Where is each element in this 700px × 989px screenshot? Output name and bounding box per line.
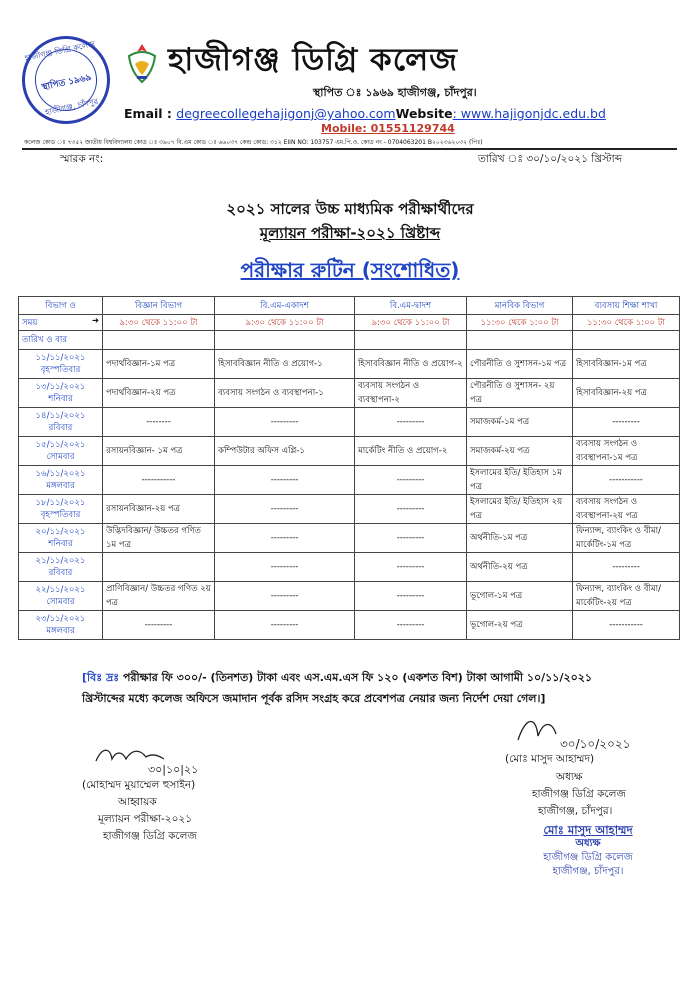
row-day: সোমবার <box>46 452 75 462</box>
principal-college: হাজীগঞ্জ ডিগ্রি কলেজ <box>532 788 626 800</box>
row-day: বৃহস্পতিবার <box>40 510 81 520</box>
convener-sign-date: ৩০|১০|২১ <box>148 763 199 776</box>
row-day: শনিবার <box>48 394 73 404</box>
row-date: ২২/১১/২০২১ <box>35 585 86 595</box>
row-date: ১৪/১১/২০২১ <box>35 411 86 421</box>
table-row <box>19 582 680 611</box>
established-line: স্থাপিত ঃ ১৯৬৯ হাজীগঞ্জ, চাঁদপুর। <box>313 86 477 99</box>
table-row <box>19 524 680 553</box>
exam-routine-table <box>18 296 680 640</box>
logo-caption <box>116 90 172 96</box>
subject-cell: --------- <box>215 408 355 437</box>
subject-cell: --------- <box>573 553 680 582</box>
column-header: মানবিক বিভাগ <box>467 297 573 315</box>
subject-cell: --------- <box>355 611 467 640</box>
stamp-place: হাজীগঞ্জ, চাঁদপুর। <box>552 866 624 877</box>
convener-name: (মোহাম্মদ মুয়াম্মেল হুসাইন) <box>82 779 196 791</box>
table-header-row <box>19 297 680 315</box>
time-cell: ১১:৩০ থেকে ১:০০ টা <box>467 315 573 331</box>
row-date: ২১/১১/২০২১ <box>35 556 86 566</box>
subject-cell: রসায়নবিজ্ঞান- ১ম পত্র <box>103 437 215 466</box>
subject-cell: ব্যবসায় সংগঠন ও ব্যবস্থাপনা-২য় পত্র <box>573 495 680 524</box>
stamp-name: মোঃ মাসুদ আহাম্মদ <box>543 823 633 837</box>
subject-cell: সমাজকর্ম-১ম পত্র <box>467 408 573 437</box>
subject-cell: হিসাববিজ্ঞান-২য় পত্র <box>573 379 680 408</box>
subject-cell: --------- <box>215 611 355 640</box>
subject-cell: হিসাববিজ্ঞান-১ম পত্র <box>573 350 680 379</box>
principal-name: (মোঃ মাসুদ আহাম্মদ) <box>505 753 595 765</box>
email-link[interactable]: degreecollegehajigonj@yahoo.com <box>176 106 396 121</box>
table-row <box>19 350 680 379</box>
subject-cell: ----------- <box>103 466 215 495</box>
table-row <box>19 408 680 437</box>
convener-exam: মূল্যায়ন পরীক্ষা-২০২১ <box>98 813 193 825</box>
column-header: ব্যবসায় শিক্ষা শাখা <box>573 297 680 315</box>
table-row <box>19 495 680 524</box>
subject-cell: হিসাববিজ্ঞান নীতি ও প্রয়োগ-২ <box>355 350 467 379</box>
seal-top-text: হাজীগঞ্জ ডিগ্রি কলেজ <box>23 39 96 63</box>
routine-title: পরীক্ষার রুটিন (সংশোধিত) <box>240 258 460 282</box>
notice-line-1: পরীক্ষার ফি ৩০০/- (তিনশত) টাকা এবং এস.এম.এস ফি ১২০ (একশত বিশ) টাকা আগামী ১০/১১/২০২১ <box>123 671 593 684</box>
table-row <box>19 611 680 640</box>
arrow-right-icon: ➜ <box>91 315 99 326</box>
subject-cell: অর্থনীতি-২য় পত্র <box>467 553 573 582</box>
subject-cell: কম্পিউটার অফিস এপ্লি-১ <box>215 437 355 466</box>
date-day-cell <box>19 408 103 437</box>
principal-role: অধ্যক্ষ <box>556 771 583 783</box>
corner-time-label <box>19 315 103 331</box>
row-date: ১৮/১১/২০২১ <box>35 498 86 508</box>
principal-stamp <box>508 823 668 879</box>
time-cell: ৯:৩০ থেকে ১১:০০ টা <box>215 315 355 331</box>
subject-cell: পদার্থবিজ্ঞান-২য় পত্র <box>103 379 215 408</box>
time-label: সময় <box>22 317 38 328</box>
subject-cell: --------- <box>103 611 215 640</box>
mobile-number: Mobile: 01551129744 <box>321 122 455 135</box>
column-header: বি.এম-একাদশ <box>215 297 355 315</box>
time-cell: ৯:৩০ থেকে ১১:০০ টা <box>355 315 467 331</box>
row-day: মঙ্গলবার <box>46 481 75 491</box>
subject-cell: --------- <box>355 553 467 582</box>
table-row <box>19 553 680 582</box>
date-day-cell <box>19 466 103 495</box>
date-day-cell <box>19 553 103 582</box>
subject-cell: হিসাববিজ্ঞান নীতি ও প্রয়োগ-১ <box>215 350 355 379</box>
subject-cell: --------- <box>355 408 467 437</box>
date-day-cell <box>19 437 103 466</box>
time-cell: ১১:৩০ থেকে ১:০০ টা <box>573 315 680 331</box>
subject-cell: ইসলামের ইতি/ ইতিহাস ১ম পত্র <box>467 466 573 495</box>
table-row <box>19 466 680 495</box>
row-day: শনিবার <box>48 539 73 549</box>
subject-cell: ফিন্যান্স, ব্যাংকিং ও বীমা/ মার্কেটিং-১ম পত্র <box>573 524 680 553</box>
subject-cell: --------- <box>355 524 467 553</box>
memo-date: তারিখ ঃ ৩০/১০/২০২১ খ্রিস্টাব্দ <box>478 153 623 165</box>
row-date: ১৩/১১/২০২১ <box>35 382 86 392</box>
time-row <box>19 315 680 331</box>
column-header: বি.এম-দ্বাদশ <box>355 297 467 315</box>
website-link[interactable]: : www.hajigonjdc.edu.bd <box>452 106 606 121</box>
date-day-cell <box>19 379 103 408</box>
subject-cell: ভূগোল-২য় পত্র <box>467 611 573 640</box>
subject-cell: ----------- <box>573 611 680 640</box>
stamp-college: হাজীগঞ্জ ডিগ্রি কলেজ <box>543 852 633 863</box>
table-row <box>19 437 680 466</box>
row-date: ১৫/১১/২০২১ <box>35 440 86 450</box>
date-day-cell <box>19 350 103 379</box>
subject-cell: উদ্ভিদবিজ্ঞান/ উচ্চতর গণিত ১ম পত্র <box>103 524 215 553</box>
row-day: বৃহস্পতিবার <box>40 365 81 375</box>
subject-cell: -------- <box>103 408 215 437</box>
subject-cell: ব্যবসায় সংগঠন ও ব্যবস্থাপনা-১ম পত্র <box>573 437 680 466</box>
subject-cell: ভূগোল-১ম পত্র <box>467 582 573 611</box>
title-line-1: ২০২১ সালের উচ্চ মাধ্যমিক পরীক্ষার্থীদের <box>226 200 474 218</box>
memo-ref-label: স্মারক নং: <box>60 153 104 165</box>
seal-bottom-text: হাজীগঞ্জ, চাঁদপুর <box>44 96 99 117</box>
corner-dept-label: বিভাগ ও <box>19 297 103 315</box>
subject-cell: ইসলামের ইতি/ ইতিহাস ২য় পত্র <box>467 495 573 524</box>
subject-cell: পৌরনীতি ও সুশাসন-১ম পত্র <box>467 350 573 379</box>
convener-role: আহ্বায়ক <box>118 796 157 808</box>
seal-mid-text: স্থাপিত ১৯৬৯ <box>40 72 93 94</box>
column-header: বিজ্ঞান বিভাগ <box>103 297 215 315</box>
subject-cell: --------- <box>215 466 355 495</box>
subject-cell: ব্যবসায় সংগঠন ও ব্যবস্থাপনা-১ <box>215 379 355 408</box>
college-name: হাজীগঞ্জ ডিগ্রি কলেজ <box>168 42 459 78</box>
subject-cell: ব্যবসায় সংগঠন ও ব্যবস্থাপনা-২ <box>355 379 467 408</box>
subject-cell: --------- <box>215 553 355 582</box>
subject-cell: --------- <box>215 582 355 611</box>
row-date: ২৩/১১/২০২১ <box>35 614 86 624</box>
principal-sign-date: ৩০/১০/২০২১ <box>560 737 631 751</box>
college-seal <box>14 28 118 132</box>
notice-line-2: খ্রিস্টাব্দের মধ্যে কলেজ অফিসে জমাদান পূর্বক রসিদ সংগ্রহ করে প্রবেশপত্র নেয়ার জন্য নির্দেশ দেয়া গেল।] <box>82 692 546 705</box>
subject-cell: --------- <box>215 495 355 524</box>
college-logo-icon <box>125 42 159 86</box>
subject-cell: পদার্থবিজ্ঞান-১ম পত্র <box>103 350 215 379</box>
subject-cell: ----------- <box>573 466 680 495</box>
subject-cell: --------- <box>355 582 467 611</box>
date-label-row <box>19 331 680 350</box>
row-day: সোমবার <box>46 597 75 607</box>
stamp-role: অধ্যক্ষ <box>575 838 601 849</box>
row-day: রবিবার <box>48 423 73 433</box>
email-label: Email : <box>124 106 172 121</box>
principal-place: হাজীগঞ্জ, চাঁদপুর। <box>538 805 613 817</box>
contact-line <box>124 106 606 121</box>
subject-cell: অর্থনীতি-১ম পত্র <box>467 524 573 553</box>
subject-cell: --------- <box>215 524 355 553</box>
date-day-cell <box>19 611 103 640</box>
header-divider <box>22 148 677 150</box>
row-date: ১১/১১/২০২১ <box>35 353 86 363</box>
date-day-cell <box>19 524 103 553</box>
convener-college: হাজীগঞ্জ ডিগ্রি কলেজ <box>103 830 197 842</box>
date-day-cell <box>19 495 103 524</box>
title-line-2: মূল্যায়ন পরীক্ষা-২০২১ খ্রিষ্টাব্দ <box>259 224 441 242</box>
subject-cell: --------- <box>355 466 467 495</box>
notice-prefix: [বিঃ দ্রঃ <box>82 671 120 684</box>
subject-cell: ফিন্যান্স, ব্যাংকিং ও বীমা/ মার্কেটিং-২য় পত্র <box>573 582 680 611</box>
subject-cell: পৌরনীতি ও সুশাসন- ২য় পত্র <box>467 379 573 408</box>
subject-cell: --------- <box>355 495 467 524</box>
subject-cell: সমাজকর্ম-২য় পত্র <box>467 437 573 466</box>
fee-notice <box>82 667 652 709</box>
time-cell: ৯:৩০ থেকে ১১:০০ টা <box>103 315 215 331</box>
subject-cell: রসায়নবিজ্ঞান-২য় পত্র <box>103 495 215 524</box>
subject-cell <box>103 553 215 582</box>
row-date: ১৬/১১/২০২১ <box>35 469 86 479</box>
subject-cell: --------- <box>573 408 680 437</box>
row-day: মঙ্গলবার <box>46 626 75 636</box>
table-row <box>19 379 680 408</box>
date-day-cell <box>19 582 103 611</box>
website-label: Website <box>395 106 453 121</box>
row-date: ২০/১১/২০২১ <box>35 527 86 537</box>
row-day: রবিবার <box>48 568 73 578</box>
corner-date-label: তারিখ ও বার <box>19 331 103 350</box>
subject-cell: মার্কেটিং নীতি ও প্রয়োগ-২ <box>355 437 467 466</box>
subject-cell: প্রাণিবিজ্ঞান/ উচ্চতর গণিত ২য় পত্র <box>103 582 215 611</box>
institution-codes: কলেজ কোড ঃ ৭৩৫২ জাতীয় বিশ্ববিদ্যালয় কোড ঃ ৩৯০৭ বি.এম কোড ঃ ৬৬০৩৭ কেন্দ্র কোড: ৩১২ EIIN NO: 103757 এম.পি.ও. কোড নং - 0704063201 B২০২৩৬২০৩২ (পিঃ) <box>24 139 483 146</box>
